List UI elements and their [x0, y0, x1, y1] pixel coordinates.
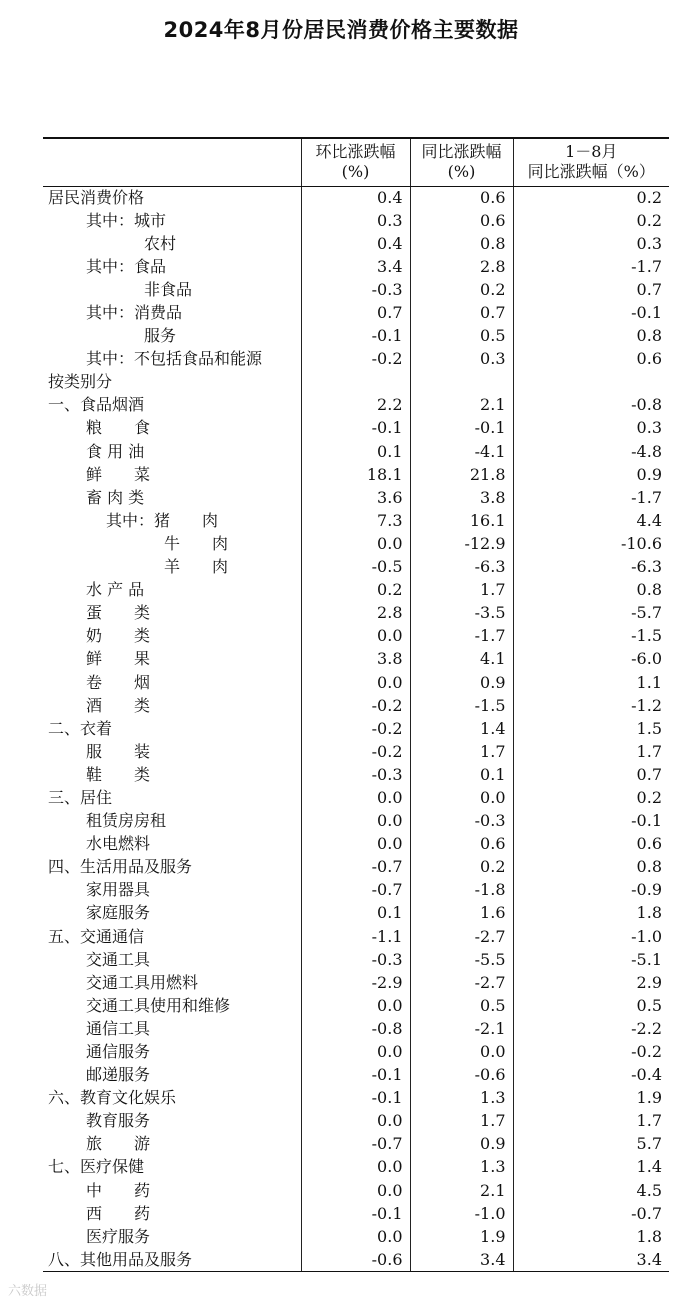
- row-ytd-value: 0.2: [513, 209, 669, 232]
- row-ytd-value: 1.7: [513, 1110, 669, 1133]
- row-mom-value: 0.0: [301, 833, 410, 856]
- row-label: 一、食品烟酒: [48, 395, 145, 415]
- row-label: 六、教育文化娱乐: [48, 1088, 177, 1108]
- row-yoy-value: -12.9: [410, 532, 513, 555]
- table-row: [43, 948, 669, 971]
- table-row: [43, 1156, 669, 1179]
- header-yoy-line1: 同比涨跌幅: [421, 142, 502, 162]
- row-yoy-value: -0.6: [410, 1064, 513, 1087]
- table-row: [43, 232, 669, 255]
- row-mom-value: 0.1: [301, 902, 410, 925]
- table-row: [43, 278, 669, 301]
- row-label: 粮 食: [86, 418, 151, 438]
- row-label: 通信工具: [86, 1018, 151, 1038]
- row-ytd-value: 1.9: [513, 1087, 669, 1110]
- row-yoy-value: 2.8: [410, 255, 513, 278]
- row-mom-value: -0.3: [301, 278, 410, 301]
- row-yoy-value: 0.0: [410, 1040, 513, 1063]
- row-label: 蛋 类: [86, 603, 151, 623]
- row-mom-value: 3.6: [301, 486, 410, 509]
- row-ytd-value: -0.1: [513, 810, 669, 833]
- row-yoy-value: -2.7: [410, 925, 513, 948]
- row-yoy-value: 2.1: [410, 394, 513, 417]
- row-mom-value: 0.0: [301, 1225, 410, 1248]
- row-label: 交通工具: [86, 949, 151, 969]
- table-row: [43, 440, 669, 463]
- row-yoy-value: 0.3: [410, 348, 513, 371]
- table-row: [43, 740, 669, 763]
- row-mom-value: -0.1: [301, 325, 410, 348]
- row-mom-value: -0.7: [301, 1133, 410, 1156]
- table-row: [43, 1064, 669, 1087]
- row-yoy-value: 1.9: [410, 1225, 513, 1248]
- row-label: 中 药: [86, 1180, 151, 1200]
- row-label: 三、居住: [48, 787, 113, 807]
- row-mom-value: -0.7: [301, 856, 410, 879]
- row-yoy-value: 2.1: [410, 1179, 513, 1202]
- row-mom-value: 0.0: [301, 625, 410, 648]
- table-row: [43, 532, 669, 555]
- row-label: 农村: [144, 233, 177, 253]
- row-label: 租赁房房租: [86, 811, 167, 831]
- row-label: 服务: [144, 326, 177, 346]
- table-row: [43, 648, 669, 671]
- header-ytd: [513, 138, 669, 186]
- row-mom-value: 0.0: [301, 1156, 410, 1179]
- header-mom-line1: 环比涨跌幅: [315, 142, 396, 162]
- table-row: [43, 463, 669, 486]
- row-label: 牛 肉: [164, 533, 229, 553]
- row-ytd-value: -0.2: [513, 1040, 669, 1063]
- row-label: 畜 肉 类: [86, 487, 145, 507]
- row-ytd-value: 1.8: [513, 1225, 669, 1248]
- row-ytd-value: 0.9: [513, 463, 669, 486]
- row-yoy-value: 0.1: [410, 763, 513, 786]
- row-label: 其中：城市: [86, 210, 167, 230]
- row-mom-value: 0.4: [301, 232, 410, 255]
- row-ytd-value: 4.4: [513, 509, 669, 532]
- row-mom-value: -1.1: [301, 925, 410, 948]
- row-mom-value: -0.8: [301, 1017, 410, 1040]
- table-row: [43, 1133, 669, 1156]
- row-mom-value: 0.0: [301, 786, 410, 809]
- table-header: [43, 138, 669, 186]
- table-row: [43, 579, 669, 602]
- table-row: [43, 209, 669, 232]
- row-ytd-value: -6.3: [513, 556, 669, 579]
- table-row: [43, 717, 669, 740]
- row-label: 奶 类: [86, 626, 151, 646]
- table-row: [43, 879, 669, 902]
- row-mom-value: -0.1: [301, 417, 410, 440]
- header-mom-line2: (%): [341, 162, 370, 182]
- watermark: 六数据: [8, 1284, 48, 1299]
- row-mom-value: 0.2: [301, 579, 410, 602]
- row-label: 其中：不包括食品和能源: [86, 349, 263, 369]
- table-row: [43, 902, 669, 925]
- row-label: 鞋 类: [86, 764, 151, 784]
- row-yoy-value: -2.7: [410, 971, 513, 994]
- table-row: [43, 625, 669, 648]
- row-ytd-value: -1.5: [513, 625, 669, 648]
- row-ytd-value: 0.6: [513, 833, 669, 856]
- table-row: [43, 1110, 669, 1133]
- row-yoy-value: 0.0: [410, 786, 513, 809]
- row-label: 医疗服务: [86, 1226, 151, 1246]
- header-category: [43, 138, 301, 186]
- row-yoy-value: 3.4: [410, 1248, 513, 1271]
- row-ytd-value: 1.7: [513, 740, 669, 763]
- row-label: 邮递服务: [86, 1065, 151, 1085]
- row-ytd-value: -1.0: [513, 925, 669, 948]
- row-ytd-value: -1.2: [513, 694, 669, 717]
- row-yoy-value: 1.7: [410, 1110, 513, 1133]
- row-mom-value: 7.3: [301, 509, 410, 532]
- row-label: 七、医疗保健: [48, 1157, 145, 1177]
- row-ytd-value: 5.7: [513, 1133, 669, 1156]
- row-mom-value: 0.0: [301, 532, 410, 555]
- row-mom-value: -0.1: [301, 1087, 410, 1110]
- header-yoy-line2: (%): [447, 162, 476, 182]
- row-yoy-value: 1.6: [410, 902, 513, 925]
- row-ytd-value: -5.7: [513, 602, 669, 625]
- row-mom-value: -0.1: [301, 1064, 410, 1087]
- table-row: [43, 810, 669, 833]
- table-row: [43, 694, 669, 717]
- table-row: [43, 602, 669, 625]
- row-label: 鲜 果: [86, 649, 151, 669]
- table-row: [43, 371, 669, 394]
- row-ytd-value: 0.2: [513, 786, 669, 809]
- row-yoy-value: 0.6: [410, 833, 513, 856]
- row-yoy-value: 0.7: [410, 301, 513, 324]
- row-mom-value: -0.2: [301, 348, 410, 371]
- row-yoy-value: -2.1: [410, 1017, 513, 1040]
- row-ytd-value: -0.1: [513, 301, 669, 324]
- row-yoy-value: 3.8: [410, 486, 513, 509]
- row-mom-value: 0.1: [301, 440, 410, 463]
- row-mom-value: 0.4: [301, 186, 410, 209]
- table-row: [43, 1179, 669, 1202]
- row-mom-value: 3.8: [301, 648, 410, 671]
- row-label: 旅 游: [86, 1134, 151, 1154]
- row-mom-value: 0.0: [301, 1040, 410, 1063]
- row-ytd-value: -4.8: [513, 440, 669, 463]
- row-yoy-value: 16.1: [410, 509, 513, 532]
- row-ytd-value: 1.5: [513, 717, 669, 740]
- row-label: 家用器具: [86, 880, 151, 900]
- row-ytd-value: -0.4: [513, 1064, 669, 1087]
- row-label: 四、生活用品及服务: [48, 857, 193, 877]
- row-label: 水电燃料: [86, 834, 151, 854]
- row-ytd-value: -1.7: [513, 255, 669, 278]
- table-row: [43, 186, 669, 209]
- row-label: 教育服务: [86, 1111, 151, 1131]
- row-ytd-value: 1.4: [513, 1156, 669, 1179]
- row-yoy-value: 0.9: [410, 671, 513, 694]
- table-row: [43, 671, 669, 694]
- table-body: [43, 186, 669, 1271]
- row-mom-value: -0.5: [301, 556, 410, 579]
- table-row: [43, 856, 669, 879]
- row-yoy-value: [410, 371, 513, 394]
- table-row: [43, 833, 669, 856]
- table-row: [43, 1248, 669, 1271]
- row-ytd-value: -5.1: [513, 948, 669, 971]
- header-mom: [301, 138, 410, 186]
- row-yoy-value: 1.3: [410, 1087, 513, 1110]
- row-mom-value: 0.0: [301, 994, 410, 1017]
- row-label: 二、衣着: [48, 718, 113, 738]
- table-row: [43, 925, 669, 948]
- table-row: [43, 1040, 669, 1063]
- row-mom-value: -0.2: [301, 717, 410, 740]
- row-label: 食 用 油: [86, 441, 145, 461]
- row-mom-value: -0.1: [301, 1202, 410, 1225]
- row-mom-value: 3.4: [301, 255, 410, 278]
- row-mom-value: 0.0: [301, 1110, 410, 1133]
- row-mom-value: -0.7: [301, 879, 410, 902]
- row-label: 家庭服务: [86, 903, 151, 923]
- row-ytd-value: -10.6: [513, 532, 669, 555]
- cpi-table: [43, 137, 669, 1272]
- table-row: [43, 325, 669, 348]
- table-row: [43, 394, 669, 417]
- row-ytd-value: 3.4: [513, 1248, 669, 1271]
- row-mom-value: -0.3: [301, 948, 410, 971]
- row-label: 交通工具用燃料: [86, 972, 199, 992]
- row-ytd-value: -0.8: [513, 394, 669, 417]
- row-yoy-value: -0.1: [410, 417, 513, 440]
- table-row: [43, 255, 669, 278]
- table-row: [43, 1017, 669, 1040]
- row-ytd-value: 0.8: [513, 856, 669, 879]
- table-row: [43, 417, 669, 440]
- row-ytd-value: 0.8: [513, 579, 669, 602]
- row-label: 居民消费价格: [48, 187, 145, 207]
- table-row: [43, 1202, 669, 1225]
- row-mom-value: 0.7: [301, 301, 410, 324]
- row-mom-value: [301, 371, 410, 394]
- row-mom-value: -2.9: [301, 971, 410, 994]
- row-yoy-value: -3.5: [410, 602, 513, 625]
- row-yoy-value: 21.8: [410, 463, 513, 486]
- row-mom-value: -0.2: [301, 740, 410, 763]
- row-yoy-value: 0.6: [410, 209, 513, 232]
- row-mom-value: 2.2: [301, 394, 410, 417]
- row-mom-value: 0.0: [301, 1179, 410, 1202]
- row-ytd-value: 0.5: [513, 994, 669, 1017]
- table-row: [43, 556, 669, 579]
- row-ytd-value: 0.7: [513, 278, 669, 301]
- row-yoy-value: 0.2: [410, 856, 513, 879]
- row-label: 酒 类: [86, 695, 151, 715]
- row-yoy-value: 0.2: [410, 278, 513, 301]
- header-yoy: [410, 138, 513, 186]
- row-yoy-value: 1.4: [410, 717, 513, 740]
- row-ytd-value: 0.3: [513, 232, 669, 255]
- row-mom-value: 0.0: [301, 810, 410, 833]
- row-label: 其中：食品: [86, 256, 167, 276]
- row-label: 服 装: [86, 741, 151, 761]
- row-yoy-value: 1.7: [410, 579, 513, 602]
- row-label: 交通工具使用和维修: [86, 995, 231, 1015]
- header-ytd-line1: 1－8月: [565, 142, 618, 162]
- row-label: 非食品: [144, 279, 193, 299]
- row-yoy-value: -1.0: [410, 1202, 513, 1225]
- row-label: 其中：消费品: [86, 303, 183, 323]
- row-yoy-value: -1.7: [410, 625, 513, 648]
- row-ytd-value: -2.2: [513, 1017, 669, 1040]
- table-row: [43, 786, 669, 809]
- row-mom-value: 2.8: [301, 602, 410, 625]
- row-yoy-value: -4.1: [410, 440, 513, 463]
- table-row: [43, 509, 669, 532]
- row-yoy-value: 1.3: [410, 1156, 513, 1179]
- row-ytd-value: -0.7: [513, 1202, 669, 1225]
- row-ytd-value: 0.2: [513, 186, 669, 209]
- row-mom-value: -0.2: [301, 694, 410, 717]
- row-label: 鲜 菜: [86, 464, 151, 484]
- row-mom-value: -0.3: [301, 763, 410, 786]
- row-yoy-value: -1.8: [410, 879, 513, 902]
- row-yoy-value: 0.8: [410, 232, 513, 255]
- row-ytd-value: -0.9: [513, 879, 669, 902]
- row-ytd-value: 0.8: [513, 325, 669, 348]
- row-ytd-value: 2.9: [513, 971, 669, 994]
- row-mom-value: 18.1: [301, 463, 410, 486]
- row-label: 卷 烟: [86, 672, 151, 692]
- row-ytd-value: 0.7: [513, 763, 669, 786]
- table-row: [43, 994, 669, 1017]
- row-ytd-value: [513, 371, 669, 394]
- table-row: [43, 486, 669, 509]
- table-row: [43, 301, 669, 324]
- row-ytd-value: -6.0: [513, 648, 669, 671]
- row-mom-value: 0.0: [301, 671, 410, 694]
- row-yoy-value: -5.5: [410, 948, 513, 971]
- row-yoy-value: -1.5: [410, 694, 513, 717]
- header-ytd-line2: 同比涨跌幅（%）: [527, 162, 655, 182]
- row-ytd-value: 1.8: [513, 902, 669, 925]
- row-label: 水 产 品: [86, 580, 145, 600]
- row-yoy-value: -6.3: [410, 556, 513, 579]
- table-row: [43, 348, 669, 371]
- row-label: 按类别分: [48, 372, 113, 392]
- row-yoy-value: 0.5: [410, 994, 513, 1017]
- row-yoy-value: 1.7: [410, 740, 513, 763]
- row-label: 羊 肉: [164, 557, 229, 577]
- table-row: [43, 971, 669, 994]
- row-label: 五、交通通信: [48, 926, 145, 946]
- table-row: [43, 1087, 669, 1110]
- table-row: [43, 763, 669, 786]
- row-label: 西 药: [86, 1203, 151, 1223]
- row-mom-value: -0.6: [301, 1248, 410, 1271]
- row-label: 八、其他用品及服务: [43, 1248, 301, 1271]
- row-yoy-value: 4.1: [410, 648, 513, 671]
- table-row: [43, 1225, 669, 1248]
- row-yoy-value: 0.5: [410, 325, 513, 348]
- row-ytd-value: -1.7: [513, 486, 669, 509]
- row-ytd-value: 1.1: [513, 671, 669, 694]
- row-yoy-value: 0.9: [410, 1133, 513, 1156]
- row-label: 其中：猪 肉: [106, 510, 219, 530]
- row-ytd-value: 0.6: [513, 348, 669, 371]
- row-yoy-value: 0.6: [410, 186, 513, 209]
- row-ytd-value: 0.3: [513, 417, 669, 440]
- row-label: 通信服务: [86, 1042, 151, 1062]
- row-ytd-value: 4.5: [513, 1179, 669, 1202]
- row-yoy-value: -0.3: [410, 810, 513, 833]
- page-title: 2024年8月份居民消费价格主要数据: [163, 18, 519, 42]
- row-mom-value: 0.3: [301, 209, 410, 232]
